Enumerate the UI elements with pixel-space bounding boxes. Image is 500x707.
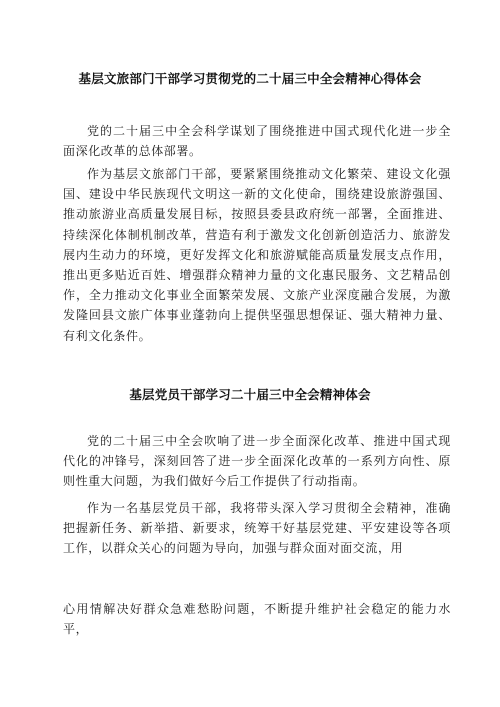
section-2-paragraph-1: 党的二十届三中全会吹响了进一步全面深化改革、推进中国式现代化的冲锋号，深刻回答了进一步全面深化改革的一系列方向性、原则性重大问题，为我们做好今后工作提供了行动指南。 [63,434,451,489]
section-2-paragraph-3: 心用情解决好群众急难愁盼问题，不断提升维护社会稳定的能力水平， [63,602,451,637]
section-2-title: 基层党员干部学习二十届三中全会精神体会 [129,387,371,402]
section-1-title: 基层文旅部门干部学习贯彻党的二十届三中全会精神心得体会 [78,71,422,86]
section-2-paragraph-2: 作为一名基层党员干部，我将带头深入学习贯彻全会精神，准确把握新任务、新举措、新要求，统筹干好基层党建、平安建设等各项工作，以群众关心的问题为导向，加强与群众面对面交流，用 [63,501,451,556]
section-1-paragraph-1: 党的二十届三中全会科学谋划了围绕推进中国式现代化进一步全面深化改革的总体部署。 [63,124,451,159]
section-1-paragraph-2: 作为基层文旅部门干部，要紧紧围绕推动文化繁荣、建设文化强国、建设中华民族现代文明这一新的文化使命，围绕建设旅游强国、推动旅游业高质量发展目标，按照县委县政府统一部署，全面推进、持续深化体制机制改革，营造有利于激发文化创新创造活力、旅游发展内生动力的环境，更好发挥文化和旅游赋能高质量发展支点作用，推出更多贴近百姓、增强群众精神力量的文化惠民服务、文艺精品创作，全力推动文化事业全面繁荣发展、文旅产业深度融合发展，为激发隆回县文旅广体事业蓬勃向上提供坚强思想保证、强大精神力量、有利文化条件。 [63,167,451,343]
